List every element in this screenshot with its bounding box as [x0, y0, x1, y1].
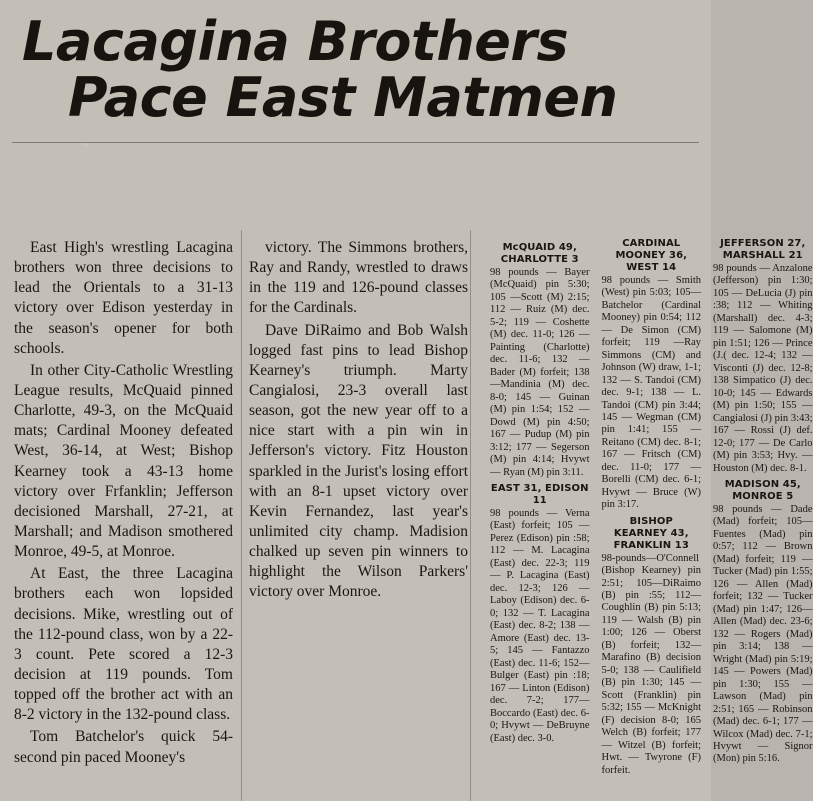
story-column-1: [14, 238, 245, 797]
boxscore-body: 98 pounds — Verna (East) forfeit; 105 — Perez (Edison) pin :58; 112 — M. Lacagina (East) dec. 22-3; 119 — P. Lacagina (East) dec. 12-3; 126 — Laboy (Edison) dec. 6-0; 132 — T. Lacagina (East) dec. 8-2; 138 — Amore (East) dec. 13-5; 145 — Fantazzo (East) dec. 11-6; 152—Bulger (East) pin :18; 167 — Linton (Edison) dec. 7-2; 177— Boccardo (East) dec. 6-0; Hvywt — DeBruyne (East) dec. 3-0.: [490, 507, 590, 744]
story-paragraph: Tom Batchelor's quick 54-second pin paced Mooney's: [14, 728, 233, 766]
boxscore-title: CARDINAL MOONEY 36, WEST 14: [615, 238, 688, 273]
boxscore-title: McQUAID 49, CHARLOTTE 3: [500, 242, 579, 265]
article-columns: [0, 230, 813, 801]
headline: [0, 0, 711, 130]
boxscore-body: 98 pounds — Smith (West) pin 5:03; 105— Batchelor (Cardinal Mooney) pin 0:54; 112 — De Simon (CM) forfeit; 119 —Ray Simmons (CM) and Johnson (W) draw, 1-1; 132 — S. Tandoi (CM) dec. 9-1; 138 — L. Tandoi (CM) pin 3:44; 145 — Wegman (CM) pin 1:41; 155 — Reitano (CM) dec. 8-1; 167 — Fritsch (CM) dec. 11-0; 177 — Borelli (CM) dec. 6-1; Hvywt — Bruce (W) pin 3:17.: [601, 274, 701, 511]
story-paragraph: victory. The Simmons brothers, Ray and Randy, wrestled to draws in the 119 and 126-pound classes for the Cardinals.: [249, 239, 468, 317]
story-paragraph: East High's wrestling Lacagina brothers won three decisions to lead the Orientals to a 31-13 victory over Edison yesterday in the season's opener for both schools.: [14, 239, 233, 357]
column-divider: [470, 230, 471, 801]
story-paragraph: At East, the three Lacagina brothers each won lopsided decisions. Mike, wrestling out of the 112-pound class, won by a 22-3 count. Pete scored a 12-3 decision at 119 pounds. Tom topped off the brother act with an 8-2 victory in the 132-pound class.: [14, 565, 233, 724]
column-divider: [241, 230, 242, 801]
boxscore-body: 98 pounds — Anzalone (Jefferson) pin 1:30; 105 — DeLucia (J) pin :38; 112 — Whiting (Marshall) dec. 4-3; 119 — Salomone (M) pin 1:51; 126 — Prince (J.( dec. 12-4; 132 — Visconti (J) dec. 12-8; 138 Simpatico (J) dec. 10-0; 145 — Edwards (M) pin 1:50; 155 — Cangialosi (J) pin 3:43; 167 — Rossi (J) def. 12-0; 177 — De Carlo (M) pin 3:53; Hvy. — Houston (M) dec. 8-1.: [713, 262, 813, 474]
headline-line-1: Lacagina Brothers: [22, 10, 569, 73]
story-paragraph: In other City-Catholic Wrestling League results, McQuaid pinned Charlotte, 49-3, on the McQuaid mats; Cardinal Mooney defeated West, 36-14, at West; Bishop Kearney took a 43-13 home victory over Frfanklin; Jefferson decisioned Marshall, 27-21, at Marshall; and Madison smothered Monroe, 49-5, at Monroe.: [14, 361, 233, 561]
story-paragraph: Dave DiRaimo and Bob Walsh logged fast pins to lead Bishop Kearney's triumph. Marty Cangialosi, 23-3 overall last season, got the new year off to a nice start with a pin win in Jefferson's victory. Fitz Houston sparkled in the Jurist's losing effort with an 8-1 upset victory over Kevin Fernandez, last year's unlimited city champ. Madision chalked up seven pin winners to highlight the Wilson Parkers' victory over Monroe.: [249, 321, 468, 601]
boxscore-title: BISHOP KEARNEY 43, FRANKLIN 13: [613, 515, 689, 551]
boxscore-body: 98 pounds — Dade (Mad) forfeit; 105— Fuentes (Mad) pin 0:57; 112 — Brown (Mad) forfeit; 119 — Tucker (Mad) pin 1:55; 126 — Allen (Mad) forfeit; 132 — Tucker (Mad) pin 1:47; 126—Allen (Mad) dec. 23-6; 132 — Rogers (Mad) pin 3:14; 138 — Wright (Mad) pin 5:19; 145 — Powers (Mad) pin 1:30; 155 — Lawson (Mad) pin 2:51; 165 — Robinson (Mad) dec. 6-1; 177 — Wilcox (Mad) dec. 7-1; Hvywt — Signor (Mon) pin 5:16.: [713, 503, 813, 765]
boxscore-title: MADISON 45, MONROE 5: [724, 479, 801, 502]
headline-rule: [12, 142, 699, 143]
boxscore-title: EAST 31, EDISON 11: [490, 483, 589, 506]
boxscore-body: 98-pounds—O'Connell (Bishop Kearney) pin 2:51; 105—DiRaimo (B) pin :55; 112—Coughlin (B) pin 5:13; 119 — Walsh (B) pin 1:00; 126 — Oberst (B) forfeit; 132—Marafino (B) decision 5-0; 138 — Caulifield (B) pin 1:30; 145 — Scott (Franklin) pin 5:32; 155 — McKnight (F) decision 8-0; 165 Welch (B) forfeit; 177 — Witzel (B) forfeit; Hwt. — Twyrone (F) forfeit.: [601, 552, 701, 776]
boxscore-body: 98 pounds — Bayer (McQuaid) pin 5:30; 105 —Scott (M) 2:15; 112 — Ruiz (M) dec. 5-2; 119 — Coshette (M) dec. 11-0; 126 — Painting (Charlotte) dec. 11-6; 132 — Bader (M) forfeit; 138 —Mandinia (M) dec. 8-0; 145 — Guinan (M) pin 1:54; 152 — Dowd (M) pin 4:50; 167 — Pudup (M) pin 3:12; 177 — Segerson (M) pin 4:14; Hvywt — Ryan (M) pin 3:11.: [490, 266, 590, 478]
headline-line-2: Pace East Matmen: [68, 66, 618, 130]
boxscore-column: [480, 238, 813, 797]
boxscore-title: JEFFERSON 27, MARSHALL 21: [720, 238, 806, 261]
story-column-2: [245, 238, 480, 797]
